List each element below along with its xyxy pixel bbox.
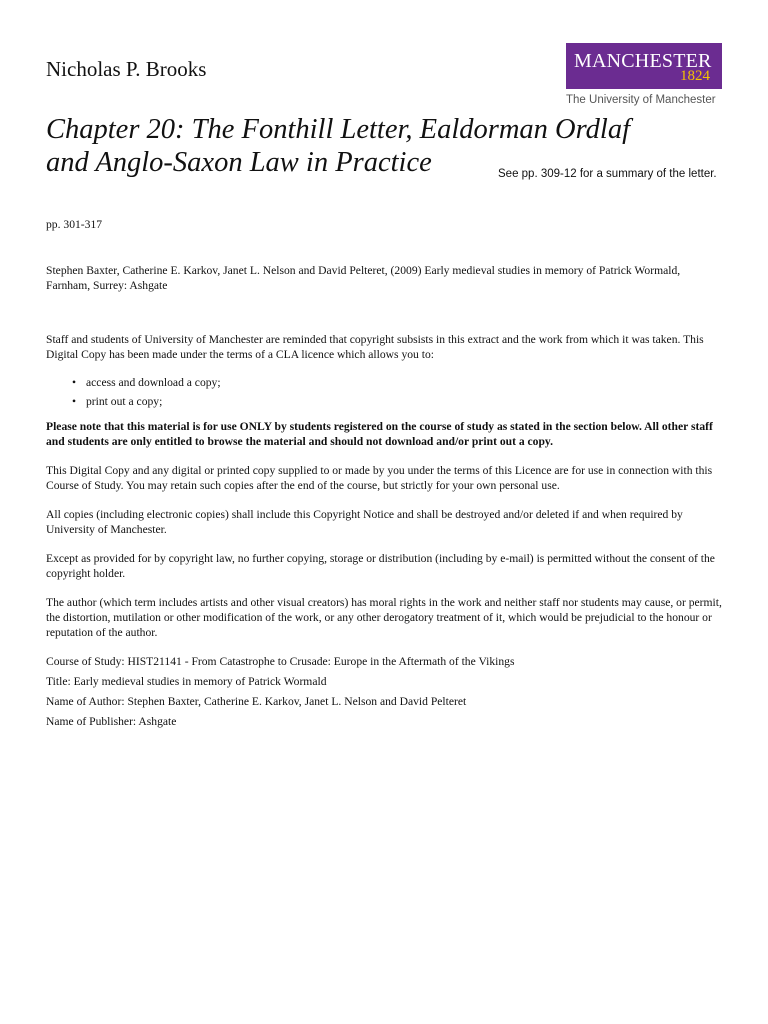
citation: Stephen Baxter, Catherine E. Karkov, Janet L. Nelson and David Pelteret, (2009) Early medieval studies in memory of Patrick Wormald, Farnham, Surrey: Ashgate	[46, 264, 681, 292]
list-item	[72, 394, 722, 409]
licence-paragraph: This Digital Copy and any digital or printed copy supplied to or made by you under the terms of this Licence are for use in connection with this Course of Study. You may retain such copies after the end of the course, but strictly for your own personal use.	[46, 464, 713, 492]
work-title: Title: Early medieval studies in memory of Patrick Wormald	[46, 675, 327, 688]
university-logo	[566, 43, 726, 107]
copyright-notice-intro: Staff and students of University of Manchester are reminded that copyright subsists in this extract and the work from which it was taken. This Digital Copy has been made under the terms of a CLA licence which allows you to:	[46, 333, 704, 361]
document-body	[46, 217, 722, 734]
bullet-icon: •	[72, 395, 77, 408]
logo-wordmark: MANCHESTER	[574, 50, 712, 72]
copying-paragraph: Except as provided for by copyright law, no further copying, storage or distribution (including by e-mail) is permitted without the consent of the copyright holder.	[46, 552, 715, 580]
copies-paragraph: All copies (including electronic copies) shall include this Copyright Notice and shall be destroyed and/or deleted if and when required by University of Manchester.	[46, 508, 683, 536]
list-item-text: print out a copy;	[86, 395, 163, 408]
publisher-name: Name of Publisher: Ashgate	[46, 715, 177, 728]
author-names: Name of Author: Stephen Baxter, Catherine E. Karkov, Janet L. Nelson and David Pelteret	[46, 695, 467, 708]
logo-year: 1824	[680, 68, 710, 84]
logo-box	[566, 43, 722, 89]
chapter-title: Chapter 20: The Fonthill Letter, Ealdorman Ordlaf and Anglo-Saxon Law in Practice	[46, 114, 630, 178]
page-range: pp. 301-317	[46, 218, 103, 231]
course-of-study: Course of Study: HIST21141 - From Catastrophe to Crusade: Europe in the Aftermath of the Vikings	[46, 655, 515, 668]
summary-note: See pp. 309-12 for a summary of the letter.	[498, 168, 717, 180]
usage-restriction-note: Please note that this material is for use ONLY by students registered on the course of study as stated in the section below. All other staff and students are only entitled to browse the material and should not download and/or print out a copy.	[46, 420, 713, 448]
permissions-list	[46, 375, 722, 409]
bullet-icon: •	[72, 376, 77, 389]
list-item	[72, 375, 722, 390]
course-details	[46, 654, 722, 729]
author-name: Nicholas P. Brooks	[46, 57, 207, 81]
moral-rights-paragraph: The author (which term includes artists and other visual creators) has moral rights in the work and neither staff nor students may cause, or permit, the distortion, mutilation or other modification of the work, or any other derogatory treatment of it, which would be prejudicial to the honour or reputation of the author.	[46, 596, 722, 639]
logo-university-name: The University of Manchester	[566, 94, 716, 106]
list-item-text: access and download a copy;	[86, 376, 221, 389]
